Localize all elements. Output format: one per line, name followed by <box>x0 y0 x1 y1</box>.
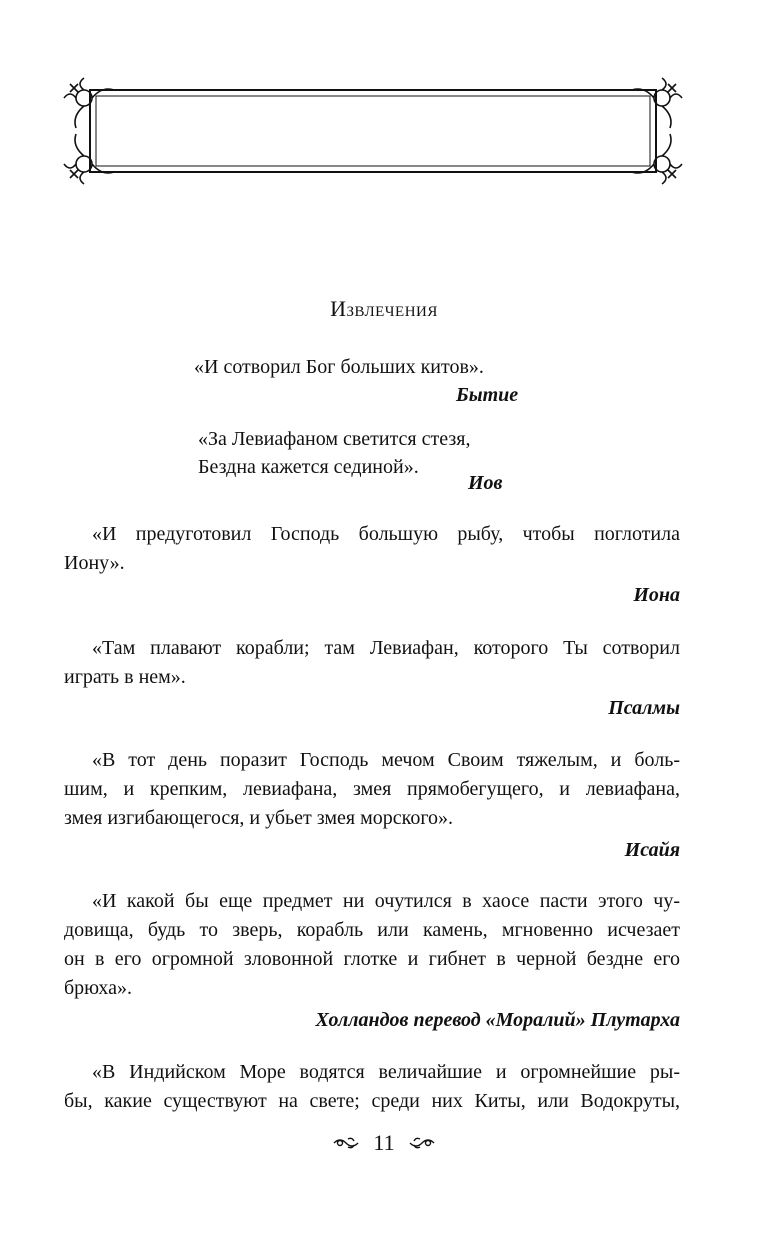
epigraph-line: Бездна кажется сединой». <box>198 456 419 478</box>
quote-source: Псалмы <box>608 697 680 719</box>
quote-paragraph <box>64 634 680 692</box>
quote-source: Холландов перевод «Моралий» Плутарха <box>315 1009 680 1031</box>
quote-line: «В Индийском Море водятся величайшие и огромнейшие ры- <box>92 1061 680 1083</box>
quote-paragraph <box>64 746 680 833</box>
page-number <box>0 1128 768 1156</box>
fleuron-right-icon <box>408 1135 436 1151</box>
fleuron-left-icon <box>332 1135 360 1151</box>
quote-source: Исайя <box>624 839 680 861</box>
quote-line: бы, какие существуют на свете; среди них Киты, или Водокруты, <box>64 1090 680 1112</box>
quote-line: играть в нем». <box>64 666 186 688</box>
quote-paragraph <box>64 1058 680 1116</box>
quote-line: «Там плавают корабли; там Левиафан, которого Ты сотворил <box>92 637 680 659</box>
quote-line: «И какой бы еще предмет ни очутился в хаосе пасти этого чу- <box>92 890 680 912</box>
quote-line: довища, будь то зверь, корабль или камень, мгновенно исчезает <box>64 919 680 941</box>
quote-paragraph <box>64 887 680 1003</box>
quote-source: Иона <box>633 584 680 606</box>
quote-line: Иону». <box>64 552 125 574</box>
epigraph-line: «И сотворил Бог больших китов». <box>194 356 484 378</box>
ornamental-frame <box>62 76 684 186</box>
section-title: Извлечения <box>330 296 438 321</box>
quote-line: «И предуготовил Господь большую рыбу, чтобы поглотила <box>92 523 680 545</box>
epigraph-line: «За Левиафаном светится стезя, <box>198 428 471 450</box>
quote-line: брюха». <box>64 977 132 999</box>
epigraph-source: Иов <box>468 472 503 494</box>
quote-line: змея изгибающегося, и убьет змея морского». <box>64 807 454 829</box>
quote-paragraph <box>64 520 680 578</box>
epigraph-source: Бытие <box>456 384 519 406</box>
quote-line: шим, и крепким, левиафана, змея прямобегущего, и левиафана, <box>64 778 680 800</box>
quote-line: «В тот день поразит Господь мечом Своим тяжелым, и боль- <box>92 749 680 771</box>
page-number-text: 11 <box>373 1129 395 1155</box>
quote-line: он в его огромной зловонной глотке и гибнет в черной бездне его <box>64 948 680 970</box>
